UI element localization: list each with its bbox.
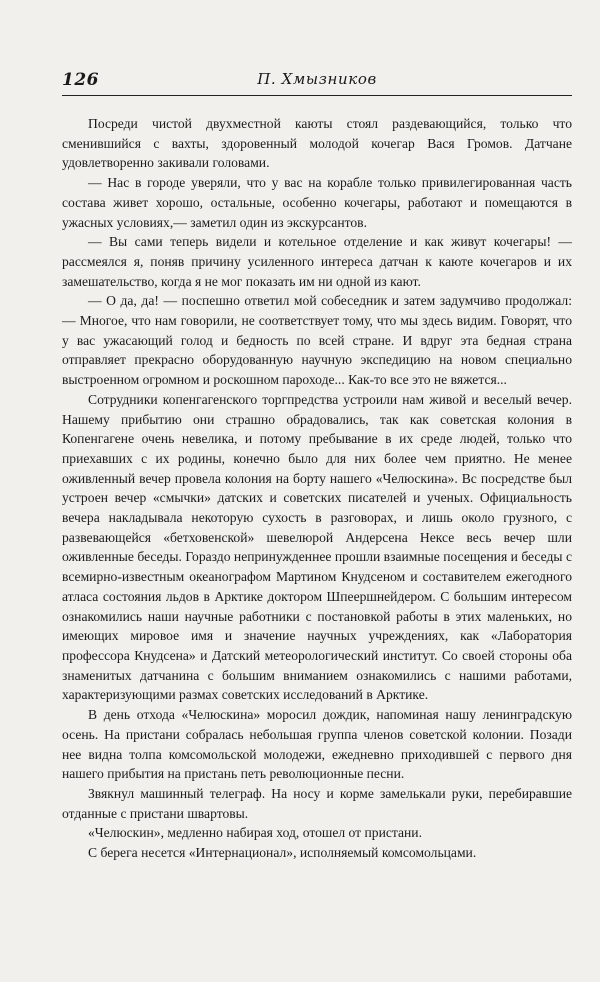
paragraph: — О да, да! — поспешно ответил мой собеседник и затем задумчиво продолжал: — Многое, что нам говорили, не соответствует тому, что мы здесь видим. Говорят, что у вас ужасающий голод и бедность по всей стране. И вдруг эта бедная страна отправляет прекрасно оборудованную научную экспедицию на новом специально выстроенном огромном и роскошном пароходе... Как-то все это не вяжется... (62, 293, 572, 388)
running-title: П. Хмызников (257, 70, 377, 88)
paragraph: Посреди чистой двухместной каюты стоял раздевающийся, только что сменившийся с вахты, здоровенный молодой кочегар Вася Громов. Датчане удовлетворенно закивали головами. (62, 116, 572, 171)
page-number: 126 (62, 70, 99, 90)
paragraph: Сотрудники копенгагенского торгпредства устроили нам живой и веселый вечер. Нашему прибытию они страшно обрадовались, так как советская колония в Копенгагене очень невелика, и потому пребывание в их среде людей, только что приехавших с их родины, конечно было для них более чем приятно. Не менее оживленный вечер провела колония на борту нашего «Челюскина». Вс посредстве был устроен вечер «смычки» датских и советских писателей и ученых. Официальность вечера накладывала некоторую сухость в разговорах, и лишь около грузного, с развевающейся «бетховенской» шевелюрой Андерсена Нексе весь вечер шли оживленные беседы. Гораздо непринужденнее прошли взаимные посещения и беседы с всемирно-известным океанографом Мартином Кнудсеном и составителем ежегодного атласа состояния льдов в Арктике доктором Шпеершнейдером. С большим интересом ознакомились наши научные работники с постановкой работы в этих маленьких, но имеющих мировое имя и значение научных учреждениях, как «Лаборатория профессора Кнудсена» и Датский метеорологический институт. Со своей стороны оба знаменитых датчанина с большим вниманием ознакомились с нашими работами, характеризующими размах советских исследований в Арктике. (62, 391, 572, 703)
paragraph: Звякнул машинный телеграф. На носу и корме замелькали руки, перебиравшие отданные с пристани швартовы. (62, 785, 572, 821)
paragraph: В день отхода «Челюскина» моросил дождик, напоминая нашу ленинградскую осень. На пристани собралась небольшая группа членов советской колонии. Позади нее видна толпа комсомольской молодежи, ежедневно приходившей с первого дня нашего прибытия на пристань петь революционные песни. (62, 707, 572, 782)
paragraph: — Нас в городе уверяли, что у вас на корабле только привилегированная часть состава живет хорошо, остальные, особенно кочегары, работают и помещаются в ужасных условиях,— заметил один из экскурсантов. (62, 175, 572, 230)
header-rule (62, 95, 572, 96)
paragraph: — Вы сами теперь видели и котельное отделение и как живут кочегары! — рассмеялся я, поняв причину усиленного интереса датчан к каюте кочегаров и их замешательство, когда я не мог показать им ни одной из кают. (62, 234, 572, 289)
page-header (62, 70, 572, 92)
paragraph: С берега несется «Интернационал», исполняемый комсомольцами. (88, 845, 477, 861)
page-body (62, 114, 572, 863)
paragraph: «Челюскин», медленно набирая ход, отошел от пристани. (88, 825, 422, 841)
